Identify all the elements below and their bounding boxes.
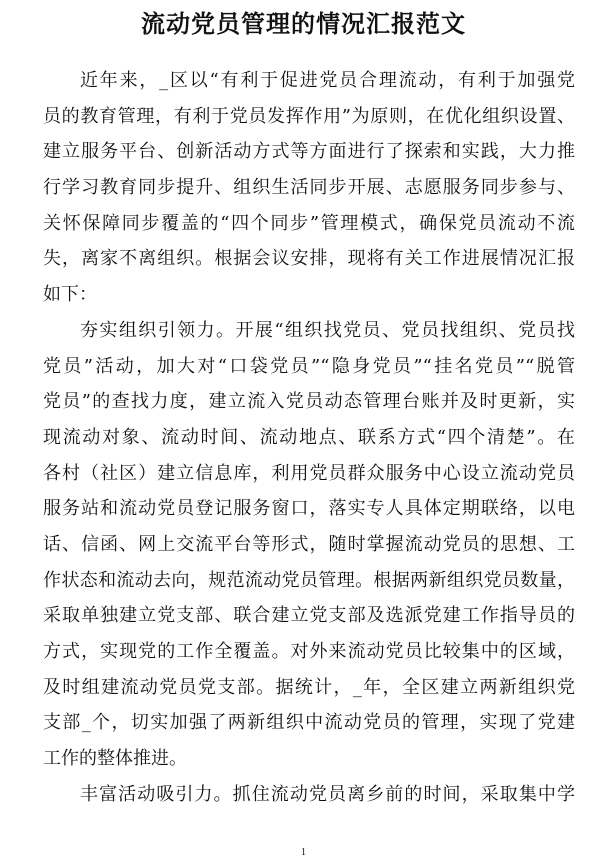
text-line: 关怀保障同步覆盖的“四个同步”管理模式，确保党员流动不流 (43, 212, 575, 234)
text-line: 党员”活动，加大对“口袋党员”“隐身党员”“挂名党员”“脱管 (43, 355, 575, 377)
text-line: 支部_个，切实加强了两新组织中流动党员的管理，实现了党建 (43, 712, 575, 734)
page-number: 1 (301, 847, 306, 858)
text-line: 建立服务平台、创新活动方式等方面进行了探索和实践，大力推 (43, 141, 575, 163)
text-line: 工作的整体推进。 (43, 748, 187, 770)
text-line: 员的教育管理，有利于党员发挥作用”为原则，在优化组织设置、 (43, 105, 575, 127)
text-line: 行学习教育同步提升、组织生活同步开展、志愿服务同步参与、 (43, 177, 575, 199)
text-line: 话、信函、网上交流平台等形式，随时掌握流动党员的思想、工 (43, 533, 575, 555)
text-line: 采取单独建立党支部、联合建立党支部及选派党建工作指导员的 (43, 605, 575, 627)
text-line: 现流动对象、流动时间、流动地点、联系方式“四个清楚”。在 (43, 426, 575, 448)
text-line: 失，离家不离组织。根据会议安排，现将有关工作进展情况汇报 (43, 248, 575, 270)
document-body (43, 63, 575, 812)
text-line: 各村（社区）建立信息库，利用党员群众服务中心设立流动党员 (43, 462, 575, 484)
text-line: 如下： (43, 284, 97, 306)
text-line: 党员”的查找力度，建立流入党员动态管理台账并及时更新，实 (43, 391, 575, 413)
text-line: 近年来，_区以“有利于促进党员合理流动，有利于加强党 (80, 70, 575, 91)
text-line: 夯实组织引领力。开展“组织找党员、党员找组织、党员找 (80, 319, 575, 341)
text-line: 丰富活动吸引力。抓住流动党员离乡前的时间，采取集中学 (80, 783, 575, 805)
text-line: 作状态和流动去向，规范流动党员管理。根据两新组织党员数量， (43, 569, 575, 591)
text-line: 方式，实现党的工作全覆盖。对外来流动党员比较集中的区域， (43, 641, 575, 662)
document-title: 流动党员管理的情况汇报范文 (141, 9, 466, 38)
text-line: 及时组建流动党员党支部。据统计，_年，全区建立两新组织党 (43, 676, 575, 698)
text-line: 服务站和流动党员登记服务窗口，落实专人具体定期联络，以电 (43, 498, 575, 520)
